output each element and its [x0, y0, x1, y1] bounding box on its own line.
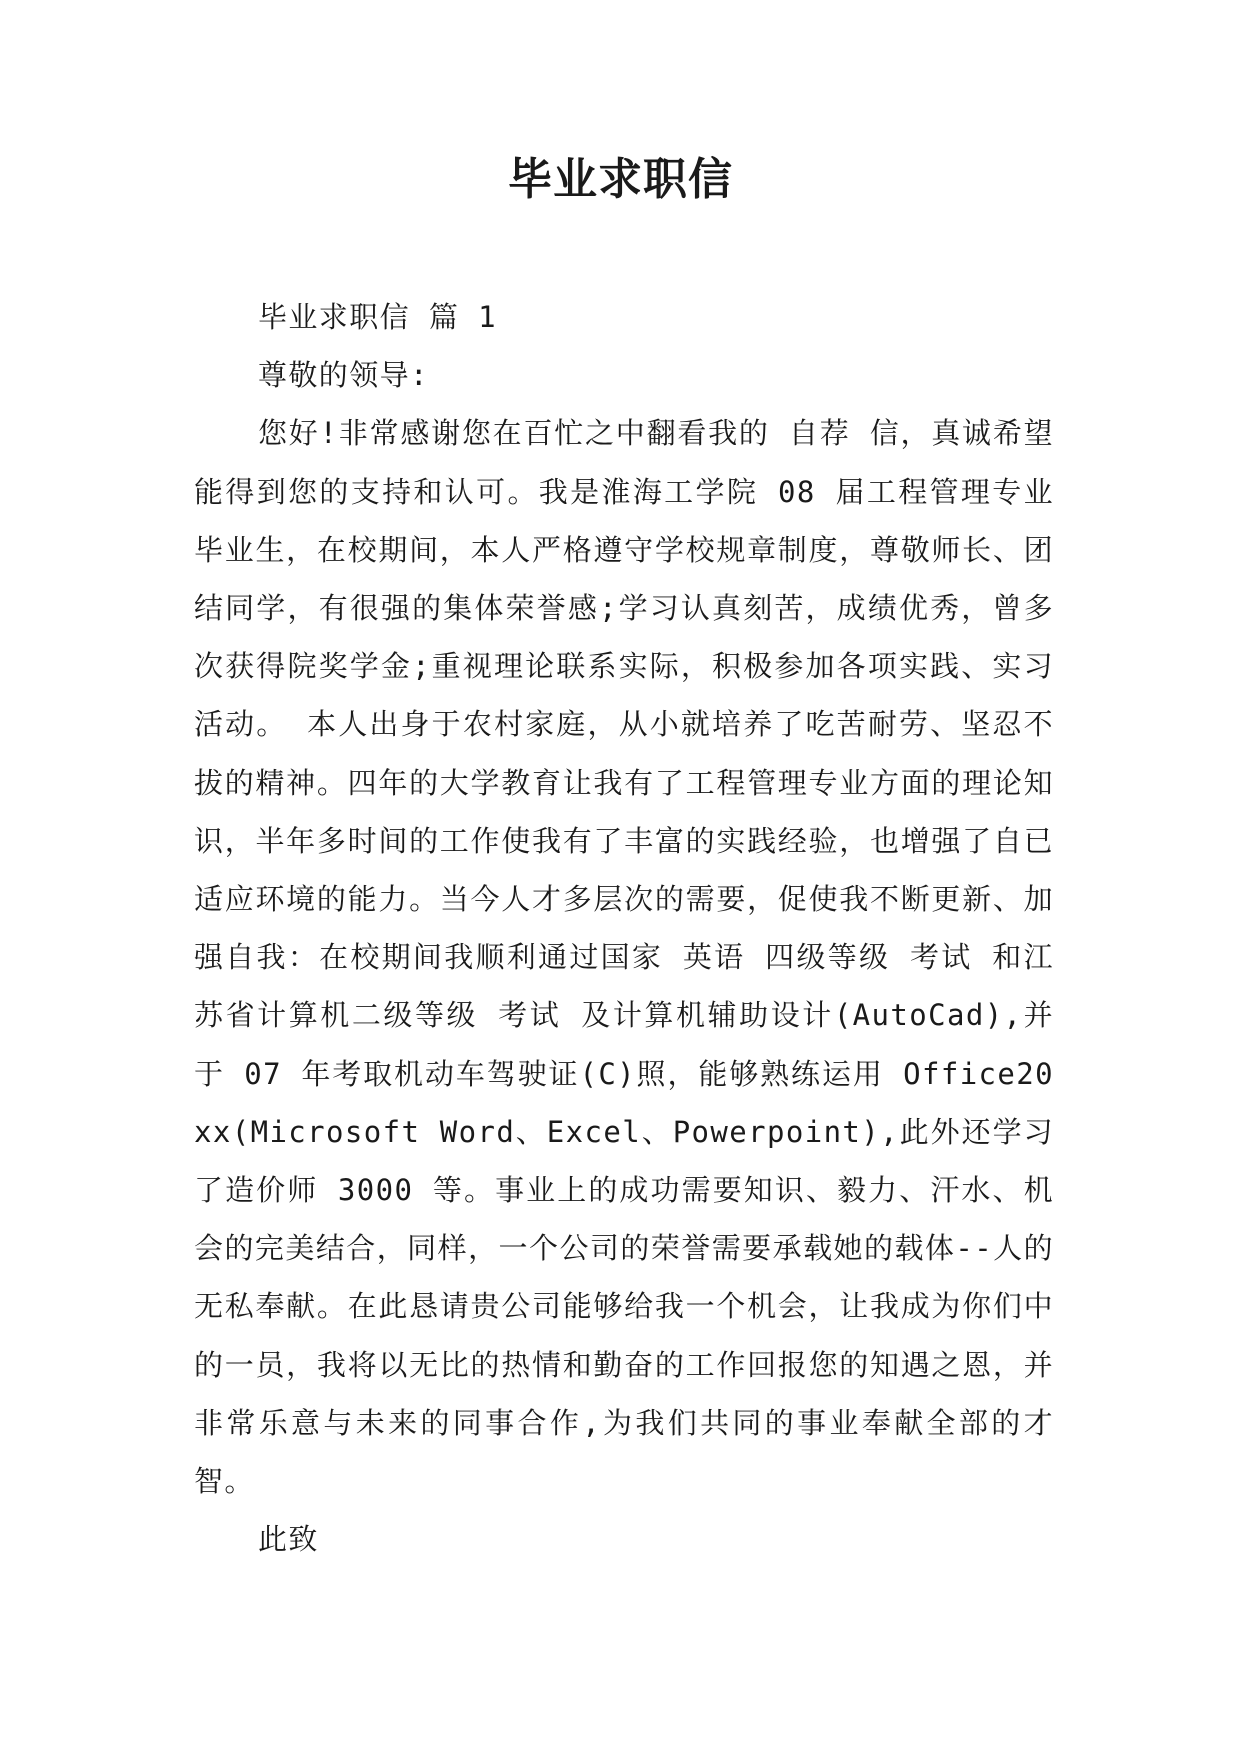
document-title: 毕业求职信: [508, 154, 733, 205]
letter-body: [194, 288, 1054, 1568]
salutation: 尊敬的领导:: [258, 358, 429, 393]
closing: 此致: [258, 1522, 319, 1557]
section-heading: 毕业求职信 篇 1: [258, 300, 497, 334]
main-paragraph: 您好!非常感谢您在百忙之中翻看我的 自荐 信，真诚希望能得到您的支持和认可。我是淮海工学院 08 届工程管理专业毕业生，在校期间，本人严格遵守学校规章制度，尊敬师长、团结同学，有很强的集体荣誉感;学习认真刻苦，成绩优秀，曾多次获得院奖学金;重视理论联系实际，积极参加各项实践、实习活动。 本人出身于农村家庭，从小就培养了吃苦耐劳、坚忍不拔的精神。四年的大学教育让我有了工程管理专业方面的理论知识，半年多时间的工作使我有了丰富的实践经验，也增强了自已适应环境的能力。当今人才多层次的需要，促使我不断更新、加强自我：在校期间我顺利通过国家 英语 四级等级 考试 和江苏省计算机二级等级 考试 及计算机辅助设计(AutoCad),并于 07 年考取机动车驾驶证(C)照，能够熟练运用 Office20xx(Microsoft Word、Excel、Powerpoint),此外还学习了造价师 3000 等。事业上的成功需要知识、毅力、汗水、机会的完美结合，同样，一个公司的荣誉需要承载她的载体--人的无私奉献。在此恳请贵公司能够给我一个机会，让我成为你们中的一员，我将以无比的热情和勤奋的工作回报您的知遇之恩，并非常乐意与未来的同事合作,为我们共同的事业奉献全部的才智。: [194, 416, 1054, 1499]
